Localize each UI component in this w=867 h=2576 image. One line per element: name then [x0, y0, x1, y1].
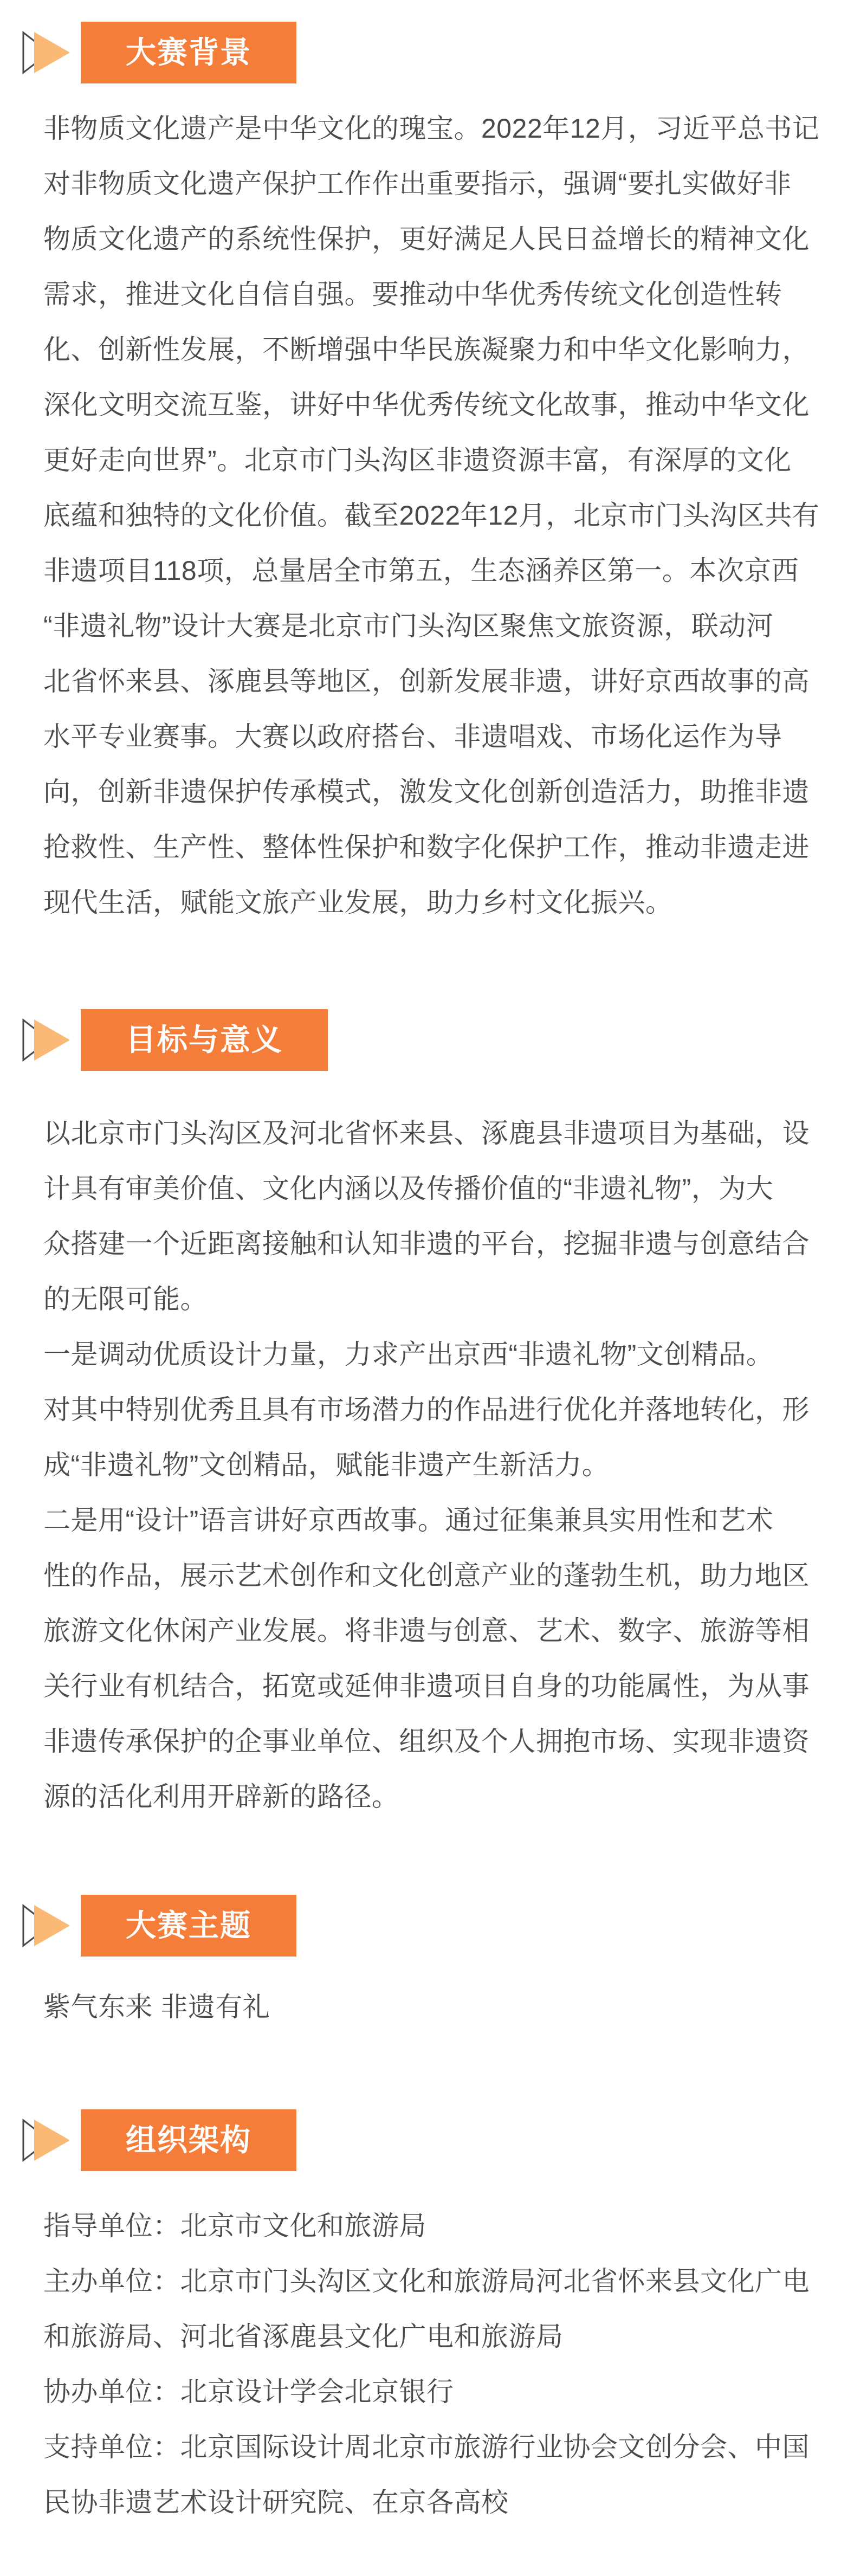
text-line: 物质文化遗产的系统性保护，更好满足人民日益增长的精神文化: [43, 224, 810, 254]
text-line: 以北京市门头沟区及河北省怀来县、涿鹿县非遗项目为基础，设: [43, 1118, 810, 1148]
text-line: 更好走向世界”。北京市门头沟区非遗资源丰富，有深厚的文化: [43, 445, 792, 475]
text-line: 一是调动优质设计力量，力求产出京西“非遗礼物”文创精品。: [43, 1339, 774, 1370]
text-line: 非物质文化遗产是中华文化的瑰宝。2022年12月，习近平总书记: [43, 113, 820, 144]
section-goals: [0, 1009, 867, 1824]
play-arrow-icon: [22, 31, 70, 74]
article: [0, 22, 867, 2530]
section-title: 目标与意义: [81, 1009, 328, 1071]
section-organization: [0, 2109, 867, 2530]
text-line: 非遗传承保护的企事业单位、组织及个人拥抱市场、实现非遗资: [43, 1726, 810, 1757]
text-line: 深化文明交流互鉴，讲好中华优秀传统文化故事，推动中华文化: [43, 390, 810, 420]
text-line: 底蕴和独特的文化价值。截至2022年12月，北京市门头沟区共有: [43, 500, 820, 531]
text-line: 对其中特别优秀且具有市场潜力的作品进行优化并落地转化，形: [43, 1394, 810, 1425]
text-line: 支持单位：北京国际设计周北京市旅游行业协会文创分会、中国: [43, 2432, 810, 2462]
section-header: [22, 1895, 867, 1957]
text-line: 源的活化利用开辟新的路径。: [43, 1781, 399, 1812]
text-line: 旅游文化休闲产业发展。将非遗与创意、艺术、数字、旅游等相: [43, 1616, 810, 1646]
text-line: 紫气东来 非遗有礼: [43, 1992, 270, 2022]
section-body-text: [43, 101, 840, 930]
section-title: 大赛背景: [81, 22, 296, 83]
section-background: [0, 22, 867, 930]
section-theme: [0, 1895, 867, 2035]
text-line: 北省怀来县、涿鹿县等地区，创新发展非遗，讲好京西故事的高: [43, 666, 810, 696]
text-line: 指导单位：北京市文化和旅游局: [43, 2211, 426, 2241]
text-line: 关行业有机结合，拓宽或延伸非遗项目自身的功能属性，为从事: [43, 1671, 810, 1701]
text-line: “非遗礼物”设计大赛是北京市门头沟区聚焦文旅资源，联动河: [43, 611, 774, 641]
text-line: 计具有审美价值、文化内涵以及传播价值的“非遗礼物”，为大: [43, 1173, 774, 1204]
text-line: 非遗项目118项，总量居全市第五，生态涵养区第一。本次京西: [43, 556, 799, 586]
section-body-text: [43, 1979, 840, 2035]
text-line: 水平专业赛事。大赛以政府搭台、非遗唱戏、市场化运作为导: [43, 721, 782, 752]
play-arrow-icon: [22, 2119, 70, 2162]
text-line: 众搭建一个近距离接触和认知非遗的平台，挖掘非遗与创意结合: [43, 1229, 810, 1259]
text-line: 协办单位：北京设计学会北京银行: [43, 2377, 454, 2407]
text-line: 成“非遗礼物”文创精品，赋能非遗产生新活力。: [43, 1450, 610, 1480]
text-line: 抢救性、生产性、整体性保护和数字化保护工作，推动非遗走进: [43, 832, 810, 862]
text-line: 化、创新性发展，不断增强中华民族凝聚力和中华文化影响力，: [43, 334, 810, 365]
text-line: 性的作品，展示艺术创作和文化创意产业的蓬勃生机，助力地区: [43, 1560, 810, 1591]
section-header: [22, 1009, 867, 1071]
section-header: [22, 22, 867, 83]
text-line: 需求，推进文化自信自强。要推动中华优秀传统文化创造性转: [43, 279, 782, 309]
text-line: 对非物质文化遗产保护工作作出重要指示，强调“要扎实做好非: [43, 169, 792, 199]
text-line: 主办单位：北京市门头沟区文化和旅游局河北省怀来县文化广电: [43, 2266, 810, 2296]
section-body-text: [43, 1106, 840, 1824]
section-body-text: [43, 2198, 840, 2530]
play-arrow-icon: [22, 1018, 70, 1062]
text-line: 现代生活，赋能文旅产业发展，助力乡村文化振兴。: [43, 887, 673, 918]
text-line: 的无限可能。: [43, 1284, 208, 1314]
text-line: 二是用“设计”语言讲好京西故事。通过征集兼具实用性和艺术: [43, 1505, 774, 1535]
text-line: 民协非遗艺术设计研究院、在京各高校: [43, 2487, 509, 2517]
text-line: 向，创新非遗保护传承模式，激发文化创新创造活力，助推非遗: [43, 777, 810, 807]
text-line: 和旅游局、河北省涿鹿县文化广电和旅游局: [43, 2321, 564, 2352]
section-header: [22, 2109, 867, 2171]
play-arrow-icon: [22, 1904, 70, 1947]
section-title: 组织架构: [81, 2109, 296, 2171]
section-title: 大赛主题: [81, 1895, 296, 1957]
